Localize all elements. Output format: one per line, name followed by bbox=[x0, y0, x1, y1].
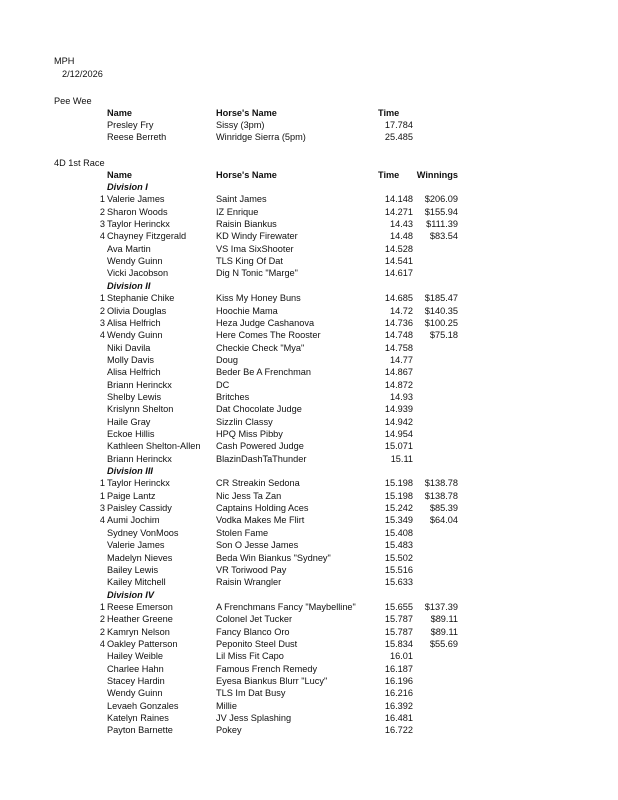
horse-name: Here Comes The Rooster bbox=[216, 330, 321, 341]
horse-name: Checkie Check "Mya" bbox=[216, 342, 305, 353]
division-label: Division I bbox=[107, 182, 148, 192]
run-time: 15.198 bbox=[384, 490, 413, 501]
horse-name: Britches bbox=[216, 391, 250, 402]
division-label: Division III bbox=[107, 466, 153, 477]
run-time: 16.187 bbox=[384, 663, 413, 674]
winnings-amount: $138.78 bbox=[424, 478, 458, 489]
run-time: 16.196 bbox=[384, 676, 413, 686]
rider-name: Shelby Lewis bbox=[107, 391, 162, 402]
table-row bbox=[0, 267, 618, 279]
horse-name: Winridge Sierra (5pm) bbox=[216, 132, 306, 143]
header-time: Time bbox=[378, 108, 400, 118]
rider-name: Niki Davila bbox=[107, 342, 151, 353]
run-time: 16.01 bbox=[390, 651, 413, 662]
winnings-amount: $85.39 bbox=[429, 503, 458, 514]
horse-name: Captains Holding Aces bbox=[216, 503, 309, 514]
table-row bbox=[0, 564, 618, 576]
rider-name: Haile Gray bbox=[107, 416, 151, 427]
pee-wee-section-title: Pee Wee bbox=[54, 96, 92, 106]
winnings-amount: $206.09 bbox=[424, 194, 458, 205]
run-time: 17.784 bbox=[384, 120, 413, 130]
placing: 1 bbox=[99, 601, 105, 612]
placing: 4 bbox=[99, 231, 105, 242]
table-row bbox=[0, 206, 618, 218]
run-time: 15.483 bbox=[384, 540, 413, 551]
horse-name: Colonel Jet Tucker bbox=[216, 614, 293, 625]
table-row bbox=[0, 342, 618, 354]
run-time: 14.617 bbox=[384, 268, 413, 279]
table-row bbox=[0, 317, 618, 329]
horse-name: Peponito Steel Dust bbox=[216, 638, 298, 649]
rider-name: Madelyn Nieves bbox=[107, 552, 173, 563]
table-row bbox=[0, 416, 618, 428]
horse-name: Raisin Wrangler bbox=[216, 577, 282, 588]
winnings-amount: $89.11 bbox=[430, 626, 458, 637]
placing: 2 bbox=[99, 614, 105, 625]
run-time: 15.349 bbox=[384, 515, 413, 526]
run-time: 14.748 bbox=[384, 330, 413, 341]
horse-name: BlazinDashTaThunder bbox=[216, 453, 307, 464]
rider-name: Alisa Helfrich bbox=[107, 367, 161, 378]
run-time: 16.392 bbox=[384, 700, 413, 711]
horse-name: Stolen Fame bbox=[216, 527, 269, 538]
table-row bbox=[0, 329, 618, 341]
table-row bbox=[0, 403, 618, 415]
table-row bbox=[0, 700, 618, 712]
placing: 2 bbox=[99, 305, 105, 316]
horse-name: CR Streakin Sedona bbox=[216, 478, 300, 489]
horse-name: Doug bbox=[216, 354, 238, 365]
run-time: 14.867 bbox=[384, 367, 413, 378]
placing: 2 bbox=[99, 626, 105, 637]
horse-name: Famous French Remedy bbox=[216, 663, 318, 674]
horse-name: Eyesa Biankus Blurr "Lucy" bbox=[216, 676, 328, 686]
winnings-amount: $83.54 bbox=[429, 231, 458, 242]
rider-name: Kamryn Nelson bbox=[107, 626, 170, 637]
rider-name: Presley Fry bbox=[107, 120, 154, 130]
table-row bbox=[0, 218, 618, 230]
rider-name: Heather Greene bbox=[107, 614, 173, 625]
table-row bbox=[0, 638, 618, 650]
horse-name: Nic Jess Ta Zan bbox=[216, 490, 282, 501]
horse-name: Dat Chocolate Judge bbox=[216, 404, 302, 415]
horse-name: VR Toriwood Pay bbox=[216, 564, 287, 575]
table-row bbox=[0, 552, 618, 564]
division-label: Division II bbox=[107, 280, 151, 291]
rider-name: Aumi Jochim bbox=[107, 515, 160, 526]
table-row bbox=[0, 650, 618, 662]
rider-name: Stacey Hardin bbox=[107, 676, 165, 686]
rider-name: Paige Lantz bbox=[107, 490, 156, 501]
table-row bbox=[0, 131, 618, 143]
horse-name: IZ Enrique bbox=[216, 206, 259, 217]
rider-name: Katelyn Raines bbox=[107, 713, 169, 724]
winnings-amount: $138.78 bbox=[424, 490, 458, 501]
horse-name: Kiss My Honey Buns bbox=[216, 293, 301, 304]
run-time: 15.633 bbox=[384, 577, 413, 588]
rider-name: Levaeh Gonzales bbox=[107, 700, 179, 711]
run-time: 15.655 bbox=[384, 601, 413, 612]
run-time: 14.758 bbox=[384, 342, 413, 353]
winnings-amount: $137.39 bbox=[424, 601, 458, 612]
placing: 1 bbox=[99, 194, 105, 205]
header-horse: Horse's Name bbox=[216, 108, 277, 118]
run-time: 15.516 bbox=[384, 564, 413, 575]
run-time: 14.942 bbox=[384, 416, 413, 427]
run-time: 15.834 bbox=[384, 638, 413, 649]
table-row bbox=[0, 663, 618, 675]
table-row bbox=[0, 391, 618, 403]
run-time: 15.408 bbox=[384, 527, 413, 538]
horse-name: HPQ Miss Pibby bbox=[216, 429, 283, 439]
rider-name: Molly Davis bbox=[107, 354, 154, 365]
document-date: 2/12/2026 bbox=[62, 69, 103, 79]
table-row bbox=[0, 366, 618, 378]
rider-name: Charlee Hahn bbox=[107, 663, 164, 674]
table-row bbox=[0, 712, 618, 724]
rider-name: Stephanie Chike bbox=[107, 293, 175, 304]
run-time: 14.954 bbox=[384, 429, 413, 439]
rider-name: Krislynn Shelton bbox=[107, 404, 174, 415]
rider-name: Bailey Lewis bbox=[107, 564, 159, 575]
placing: 3 bbox=[99, 503, 105, 514]
run-time: 15.502 bbox=[384, 552, 413, 563]
run-time: 15.787 bbox=[384, 626, 413, 637]
table-row bbox=[0, 230, 618, 242]
table-row bbox=[0, 428, 618, 440]
placing: 1 bbox=[99, 293, 105, 304]
run-time: 14.77 bbox=[390, 354, 413, 365]
horse-name: Lil Miss Fit Capo bbox=[216, 651, 284, 662]
placing: 2 bbox=[99, 206, 105, 217]
table-row bbox=[0, 292, 618, 304]
run-time: 14.736 bbox=[384, 317, 413, 328]
header-winnings: Winnings bbox=[416, 170, 458, 180]
table-row bbox=[0, 576, 618, 588]
header-time: Time bbox=[378, 170, 400, 180]
placing: 4 bbox=[99, 515, 105, 526]
horse-name: KD Windy Firewater bbox=[216, 231, 298, 242]
rider-name: Wendy Guinn bbox=[107, 688, 163, 699]
run-time: 14.93 bbox=[390, 391, 413, 402]
rider-name: Briann Herinckx bbox=[107, 453, 172, 464]
horse-name: Heza Judge Cashanova bbox=[216, 317, 315, 328]
run-time: 14.271 bbox=[384, 206, 413, 217]
rider-name: Taylor Herinckx bbox=[107, 219, 170, 230]
rider-name: Kailey Mitchell bbox=[107, 577, 166, 588]
horse-name: Sizzlin Classy bbox=[216, 416, 273, 427]
table-row bbox=[0, 613, 618, 625]
horse-name: Sissy (3pm) bbox=[216, 120, 265, 130]
header-name: Name bbox=[107, 108, 133, 118]
run-time: 16.481 bbox=[384, 713, 413, 724]
placing: 1 bbox=[99, 490, 105, 501]
rider-name: Sharon Woods bbox=[107, 206, 168, 217]
horse-name: Son O Jesse James bbox=[216, 540, 299, 551]
rider-name: Vicki Jacobson bbox=[107, 268, 169, 279]
run-time: 14.43 bbox=[390, 219, 413, 230]
header-name: Name bbox=[107, 170, 133, 180]
run-time: 25.485 bbox=[384, 132, 413, 143]
table-row bbox=[0, 539, 618, 551]
race-header-row bbox=[0, 169, 618, 181]
horse-name: Saint James bbox=[216, 194, 267, 205]
run-time: 14.528 bbox=[384, 243, 413, 254]
rider-name: Valerie James bbox=[107, 194, 165, 205]
run-time: 16.722 bbox=[384, 725, 413, 736]
horse-name: TLS King Of Dat bbox=[216, 256, 283, 267]
winnings-amount: $155.94 bbox=[424, 206, 458, 217]
table-row bbox=[0, 453, 618, 465]
horse-name: Pokey bbox=[216, 725, 242, 736]
run-time: 14.541 bbox=[384, 256, 413, 267]
run-time: 14.685 bbox=[384, 293, 413, 304]
horse-name: A Frenchmans Fancy "Maybelline" bbox=[216, 601, 356, 612]
run-time: 14.72 bbox=[390, 305, 413, 316]
rider-name: Wendy Guinn bbox=[107, 256, 163, 267]
table-row bbox=[0, 675, 618, 687]
placing: 1 bbox=[99, 478, 105, 489]
rider-name: Wendy Guinn bbox=[107, 330, 163, 341]
rider-name: Kathleen Shelton-Allen bbox=[107, 441, 201, 452]
winnings-amount: $64.04 bbox=[429, 515, 458, 526]
rider-name: Eckoe Hillis bbox=[107, 429, 155, 439]
horse-name: Vodka Makes Me Flirt bbox=[216, 515, 305, 526]
run-time: 14.48 bbox=[390, 231, 413, 242]
horse-name: Raisin Biankus bbox=[216, 219, 277, 230]
winnings-amount: $100.25 bbox=[424, 317, 458, 328]
rider-name: Sydney VonMoos bbox=[107, 527, 179, 538]
rider-name: Reese Berreth bbox=[107, 132, 167, 143]
run-time: 14.872 bbox=[384, 379, 413, 390]
rider-name: Payton Barnette bbox=[107, 725, 173, 736]
header-horse: Horse's Name bbox=[216, 170, 277, 180]
rider-name: Briann Herinckx bbox=[107, 379, 172, 390]
horse-name: Millie bbox=[216, 700, 237, 711]
run-time: 15.198 bbox=[384, 478, 413, 489]
placing: 3 bbox=[99, 219, 105, 230]
rider-name: Chayney Fitzgerald bbox=[107, 231, 187, 242]
rider-name: Valerie James bbox=[107, 540, 165, 551]
rider-name: Ava Martin bbox=[107, 243, 151, 254]
horse-name: Fancy Blanco Oro bbox=[216, 626, 290, 637]
run-time: 14.939 bbox=[384, 404, 413, 415]
winnings-amount: $89.11 bbox=[430, 614, 458, 625]
winnings-amount: $111.39 bbox=[426, 219, 458, 230]
horse-name: VS Ima SixShooter bbox=[216, 243, 294, 254]
rider-name: Olivia Douglas bbox=[107, 305, 167, 316]
placing: 3 bbox=[99, 317, 105, 328]
table-row bbox=[0, 514, 618, 526]
table-row bbox=[0, 687, 618, 699]
table-row bbox=[0, 243, 618, 255]
table-row bbox=[0, 490, 618, 502]
table-row bbox=[0, 119, 618, 131]
winnings-amount: $140.35 bbox=[424, 305, 458, 316]
table-row bbox=[0, 193, 618, 205]
run-time: 15.11 bbox=[390, 453, 413, 464]
division-label: Division IV bbox=[107, 589, 154, 600]
horse-name: TLS Im Dat Busy bbox=[216, 688, 286, 699]
table-row bbox=[0, 724, 618, 736]
table-row bbox=[0, 626, 618, 638]
rider-name: Taylor Herinckx bbox=[107, 478, 170, 489]
winnings-amount: $185.47 bbox=[424, 293, 458, 304]
table-row bbox=[0, 477, 618, 489]
placing: 4 bbox=[99, 638, 105, 649]
rider-name: Reese Emerson bbox=[107, 601, 173, 612]
run-time: 16.216 bbox=[384, 688, 413, 699]
horse-name: DC bbox=[216, 379, 230, 390]
run-time: 15.787 bbox=[384, 614, 413, 625]
table-row bbox=[0, 305, 618, 317]
run-time: 15.071 bbox=[384, 441, 413, 452]
horse-name: Cash Powered Judge bbox=[216, 441, 304, 452]
rider-name: Hailey Weible bbox=[107, 651, 163, 662]
winnings-amount: $55.69 bbox=[429, 638, 458, 649]
table-row bbox=[0, 440, 618, 452]
table-row bbox=[0, 527, 618, 539]
race-section-title: 4D 1st Race bbox=[54, 158, 105, 168]
horse-name: JV Jess Splashing bbox=[216, 713, 292, 724]
table-row bbox=[0, 379, 618, 391]
run-time: 14.148 bbox=[384, 194, 413, 205]
horse-name: Beda Win Biankus "Sydney" bbox=[216, 552, 331, 563]
table-row bbox=[0, 502, 618, 514]
winnings-amount: $75.18 bbox=[429, 330, 458, 341]
rider-name: Alisa Helfrich bbox=[107, 317, 161, 328]
rider-name: Paisley Cassidy bbox=[107, 503, 172, 514]
horse-name: Hoochie Mama bbox=[216, 305, 278, 316]
table-row bbox=[0, 255, 618, 267]
rider-name: Oakley Patterson bbox=[107, 638, 178, 649]
placing: 4 bbox=[99, 330, 105, 341]
horse-name: Beder Be A Frenchman bbox=[216, 367, 311, 378]
table-row bbox=[0, 601, 618, 613]
horse-name: Dig N Tonic "Marge" bbox=[216, 268, 298, 279]
pee-wee-header-row bbox=[0, 107, 618, 119]
run-time: 15.242 bbox=[384, 503, 413, 514]
table-row bbox=[0, 354, 618, 366]
document-title: MPH bbox=[54, 56, 75, 66]
